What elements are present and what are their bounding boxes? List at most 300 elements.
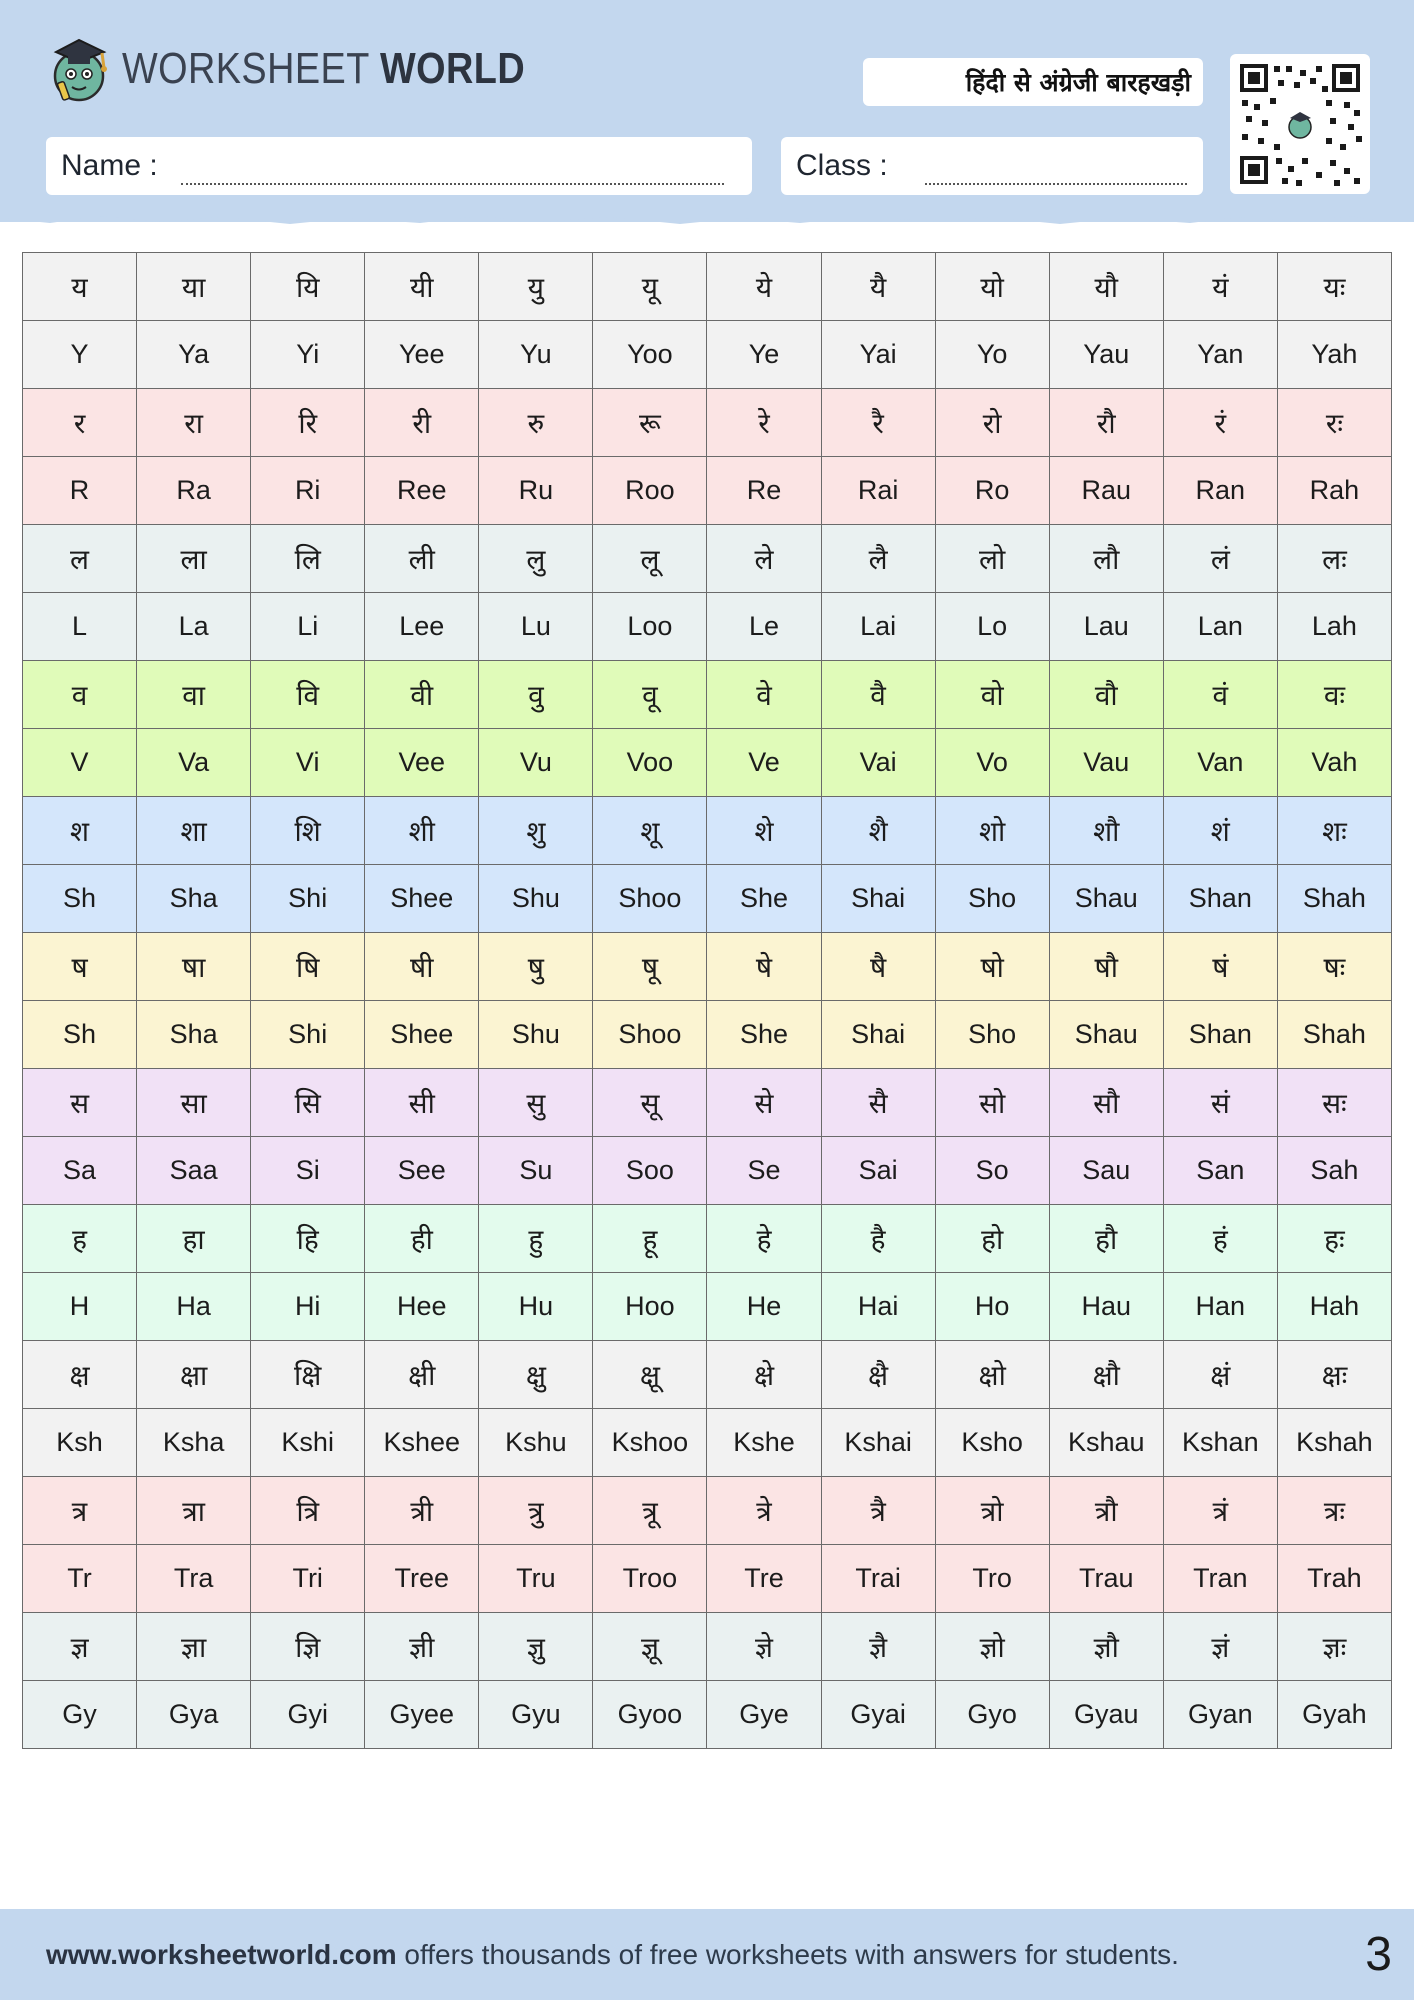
english-syllable-cell: Hah: [1277, 1273, 1391, 1341]
english-syllable-cell: Gyee: [365, 1681, 479, 1749]
english-syllable-cell: Soo: [593, 1137, 707, 1205]
english-syllable-cell: Ve: [707, 729, 821, 797]
english-syllable-cell: Yau: [1049, 321, 1163, 389]
hindi-syllable-cell: सः: [1277, 1069, 1391, 1137]
english-syllable-cell: Yo: [935, 321, 1049, 389]
hindi-syllable-cell: ह: [23, 1205, 137, 1273]
english-syllable-cell: Ye: [707, 321, 821, 389]
english-syllable-cell: Kshi: [251, 1409, 365, 1477]
hindi-syllable-cell: क्षौ: [1049, 1341, 1163, 1409]
english-syllable-cell: Kshe: [707, 1409, 821, 1477]
hindi-syllable-cell: शौ: [1049, 797, 1163, 865]
hindi-syllable-cell: हू: [593, 1205, 707, 1273]
hindi-syllable-cell: लु: [479, 525, 593, 593]
english-syllable-cell: Tru: [479, 1545, 593, 1613]
hindi-syllable-cell: यो: [935, 253, 1049, 321]
hindi-syllable-cell: हा: [137, 1205, 251, 1273]
hindi-syllable-cell: ले: [707, 525, 821, 593]
hindi-syllable-cell: ज्ञौ: [1049, 1613, 1163, 1681]
hindi-syllable-cell: हं: [1163, 1205, 1277, 1273]
hindi-syllable-row: [23, 1205, 1392, 1273]
hindi-syllable-cell: रु: [479, 389, 593, 457]
hindi-syllable-cell: ज्ञे: [707, 1613, 821, 1681]
qr-code[interactable]: [1230, 54, 1370, 194]
hindi-syllable-cell: शो: [935, 797, 1049, 865]
hindi-syllable-cell: ज्ञु: [479, 1613, 593, 1681]
hindi-syllable-cell: लि: [251, 525, 365, 593]
hindi-syllable-cell: सा: [137, 1069, 251, 1137]
hindi-syllable-cell: क्षः: [1277, 1341, 1391, 1409]
english-transliteration-row: [23, 1409, 1392, 1477]
hindi-syllable-cell: ज्ञी: [365, 1613, 479, 1681]
hindi-syllable-cell: क्षा: [137, 1341, 251, 1409]
hindi-syllable-cell: ज्ञ: [23, 1613, 137, 1681]
hindi-syllable-cell: शै: [821, 797, 935, 865]
english-syllable-cell: Sai: [821, 1137, 935, 1205]
english-syllable-cell: Yee: [365, 321, 479, 389]
hindi-syllable-cell: षं: [1163, 933, 1277, 1001]
english-syllable-cell: Rah: [1277, 457, 1391, 525]
mascot-icon: [46, 34, 112, 104]
hindi-syllable-row: [23, 253, 1392, 321]
hindi-syllable-cell: यौ: [1049, 253, 1163, 321]
english-syllable-cell: Tran: [1163, 1545, 1277, 1613]
torn-edge: [0, 205, 1414, 235]
english-syllable-cell: Lau: [1049, 593, 1163, 661]
english-syllable-cell: Shau: [1049, 1001, 1163, 1069]
english-syllable-cell: Shoo: [593, 1001, 707, 1069]
english-transliteration-row: [23, 1001, 1392, 1069]
hindi-syllable-row: [23, 1341, 1392, 1409]
hindi-syllable-cell: रौ: [1049, 389, 1163, 457]
hindi-syllable-cell: क्षि: [251, 1341, 365, 1409]
hindi-syllable-cell: रं: [1163, 389, 1277, 457]
english-syllable-cell: Gyai: [821, 1681, 935, 1749]
hindi-syllable-cell: रू: [593, 389, 707, 457]
hindi-syllable-cell: वः: [1277, 661, 1391, 729]
english-syllable-cell: Vai: [821, 729, 935, 797]
english-syllable-cell: Shai: [821, 865, 935, 933]
english-syllable-cell: Hee: [365, 1273, 479, 1341]
hindi-syllable-cell: त्रि: [251, 1477, 365, 1545]
english-syllable-cell: Shan: [1163, 865, 1277, 933]
hindi-syllable-cell: ली: [365, 525, 479, 593]
english-syllable-cell: Shoo: [593, 865, 707, 933]
hindi-syllable-cell: लू: [593, 525, 707, 593]
hindi-syllable-cell: क्षो: [935, 1341, 1049, 1409]
hindi-syllable-cell: त्रे: [707, 1477, 821, 1545]
english-syllable-cell: Ksho: [935, 1409, 1049, 1477]
hindi-syllable-cell: ज्ञा: [137, 1613, 251, 1681]
hindi-syllable-cell: यै: [821, 253, 935, 321]
hindi-syllable-cell: षा: [137, 933, 251, 1001]
hindi-syllable-cell: हे: [707, 1205, 821, 1273]
hindi-syllable-row: [23, 933, 1392, 1001]
english-syllable-cell: H: [23, 1273, 137, 1341]
hindi-syllable-cell: यि: [251, 253, 365, 321]
hindi-syllable-cell: या: [137, 253, 251, 321]
english-syllable-cell: Yah: [1277, 321, 1391, 389]
hindi-syllable-cell: स: [23, 1069, 137, 1137]
english-syllable-cell: Shi: [251, 865, 365, 933]
english-syllable-cell: Tri: [251, 1545, 365, 1613]
brand-name: WORKSHEET WORLD: [122, 44, 526, 93]
english-syllable-cell: Tra: [137, 1545, 251, 1613]
class-label: Class :: [796, 149, 888, 182]
english-syllable-cell: Ree: [365, 457, 479, 525]
english-syllable-cell: Ha: [137, 1273, 251, 1341]
english-syllable-cell: Se: [707, 1137, 821, 1205]
hindi-syllable-cell: लै: [821, 525, 935, 593]
hindi-syllable-cell: यं: [1163, 253, 1277, 321]
english-syllable-cell: Shu: [479, 1001, 593, 1069]
hindi-syllable-cell: त्रा: [137, 1477, 251, 1545]
hindi-syllable-row: [23, 1069, 1392, 1137]
hindi-syllable-cell: क्षू: [593, 1341, 707, 1409]
english-syllable-cell: Trai: [821, 1545, 935, 1613]
hindi-syllable-cell: शु: [479, 797, 593, 865]
hindi-syllable-cell: सो: [935, 1069, 1049, 1137]
english-syllable-cell: Sha: [137, 1001, 251, 1069]
english-syllable-cell: Gyah: [1277, 1681, 1391, 1749]
hindi-syllable-cell: त्रो: [935, 1477, 1049, 1545]
english-syllable-cell: Vi: [251, 729, 365, 797]
hindi-syllable-cell: त्रं: [1163, 1477, 1277, 1545]
english-syllable-cell: Vo: [935, 729, 1049, 797]
hindi-syllable-cell: रो: [935, 389, 1049, 457]
hindi-syllable-cell: षः: [1277, 933, 1391, 1001]
english-syllable-cell: Shu: [479, 865, 593, 933]
hindi-syllable-cell: क्षं: [1163, 1341, 1277, 1409]
english-syllable-cell: Shah: [1277, 1001, 1391, 1069]
hindi-syllable-cell: वौ: [1049, 661, 1163, 729]
english-syllable-cell: Hoo: [593, 1273, 707, 1341]
hindi-syllable-cell: क्षे: [707, 1341, 821, 1409]
english-syllable-cell: Yi: [251, 321, 365, 389]
english-syllable-cell: Tree: [365, 1545, 479, 1613]
hindi-syllable-cell: से: [707, 1069, 821, 1137]
hindi-syllable-cell: लो: [935, 525, 1049, 593]
english-syllable-cell: Re: [707, 457, 821, 525]
hindi-syllable-cell: त्रै: [821, 1477, 935, 1545]
english-syllable-cell: Gyi: [251, 1681, 365, 1749]
hindi-syllable-cell: ल: [23, 525, 137, 593]
footer-site-link[interactable]: www.worksheetworld.com: [46, 1939, 397, 1970]
english-syllable-cell: Gyo: [935, 1681, 1049, 1749]
name-field[interactable]: [46, 137, 752, 195]
english-syllable-cell: Su: [479, 1137, 593, 1205]
hindi-syllable-cell: ज्ञं: [1163, 1613, 1277, 1681]
hindi-syllable-cell: हि: [251, 1205, 365, 1273]
hindi-syllable-cell: षू: [593, 933, 707, 1001]
hindi-syllable-cell: षो: [935, 933, 1049, 1001]
qr-code-icon: [1230, 54, 1370, 194]
english-syllable-cell: Ri: [251, 457, 365, 525]
hindi-syllable-cell: षे: [707, 933, 821, 1001]
hindi-syllable-cell: ज्ञै: [821, 1613, 935, 1681]
hindi-syllable-cell: य: [23, 253, 137, 321]
hindi-syllable-cell: वु: [479, 661, 593, 729]
hindi-syllable-row: [23, 1613, 1392, 1681]
english-syllable-cell: Kshan: [1163, 1409, 1277, 1477]
hindi-syllable-cell: लं: [1163, 525, 1277, 593]
hindi-syllable-cell: ष: [23, 933, 137, 1001]
english-syllable-cell: Sh: [23, 865, 137, 933]
english-syllable-cell: Gyu: [479, 1681, 593, 1749]
hindi-syllable-cell: सै: [821, 1069, 935, 1137]
hindi-syllable-cell: क्ष: [23, 1341, 137, 1409]
hindi-syllable-row: [23, 1477, 1392, 1545]
hindi-syllable-cell: रै: [821, 389, 935, 457]
english-syllable-cell: Trah: [1277, 1545, 1391, 1613]
english-syllable-cell: Roo: [593, 457, 707, 525]
hindi-syllable-cell: षि: [251, 933, 365, 1001]
hindi-syllable-cell: वै: [821, 661, 935, 729]
footer-text: [46, 1909, 1179, 2000]
english-syllable-cell: Troo: [593, 1545, 707, 1613]
hindi-syllable-cell: सं: [1163, 1069, 1277, 1137]
hindi-syllable-cell: षी: [365, 933, 479, 1001]
hindi-syllable-cell: शं: [1163, 797, 1277, 865]
english-syllable-cell: She: [707, 865, 821, 933]
english-syllable-cell: Vu: [479, 729, 593, 797]
hindi-syllable-cell: है: [821, 1205, 935, 1273]
hindi-syllable-row: [23, 389, 1392, 457]
hindi-syllable-cell: रः: [1277, 389, 1391, 457]
barakhadi-table: [22, 252, 1392, 1749]
english-syllable-cell: Trau: [1049, 1545, 1163, 1613]
hindi-syllable-cell: यू: [593, 253, 707, 321]
english-syllable-cell: Tr: [23, 1545, 137, 1613]
english-syllable-cell: San: [1163, 1137, 1277, 1205]
hindi-syllable-cell: व: [23, 661, 137, 729]
english-syllable-cell: Hu: [479, 1273, 593, 1341]
hindi-syllable-row: [23, 525, 1392, 593]
page-number: 3: [1365, 1928, 1392, 1981]
english-syllable-cell: Lah: [1277, 593, 1391, 661]
hindi-syllable-cell: त्रौ: [1049, 1477, 1163, 1545]
hindi-syllable-cell: लः: [1277, 525, 1391, 593]
english-syllable-cell: Shan: [1163, 1001, 1277, 1069]
hindi-syllable-cell: शः: [1277, 797, 1391, 865]
english-syllable-cell: Yan: [1163, 321, 1277, 389]
english-syllable-cell: Shee: [365, 865, 479, 933]
english-syllable-cell: Gye: [707, 1681, 821, 1749]
hindi-syllable-cell: लौ: [1049, 525, 1163, 593]
english-syllable-cell: Yu: [479, 321, 593, 389]
hindi-syllable-cell: शि: [251, 797, 365, 865]
hindi-syllable-cell: शी: [365, 797, 479, 865]
hindi-syllable-cell: ज्ञि: [251, 1613, 365, 1681]
english-syllable-cell: Vau: [1049, 729, 1163, 797]
footer-band: [0, 1909, 1414, 2000]
hindi-syllable-cell: वा: [137, 661, 251, 729]
hindi-syllable-cell: ला: [137, 525, 251, 593]
english-syllable-cell: V: [23, 729, 137, 797]
english-syllable-cell: Sa: [23, 1137, 137, 1205]
english-syllable-cell: Yoo: [593, 321, 707, 389]
english-transliteration-row: [23, 593, 1392, 661]
english-syllable-cell: He: [707, 1273, 821, 1341]
hindi-syllable-cell: त्रः: [1277, 1477, 1391, 1545]
english-syllable-cell: Ru: [479, 457, 593, 525]
english-syllable-cell: Tre: [707, 1545, 821, 1613]
english-syllable-cell: Ran: [1163, 457, 1277, 525]
hindi-syllable-cell: क्षै: [821, 1341, 935, 1409]
english-syllable-cell: Y: [23, 321, 137, 389]
hindi-syllable-cell: हौ: [1049, 1205, 1163, 1273]
english-syllable-cell: Ksha: [137, 1409, 251, 1477]
hindi-syllable-cell: षौ: [1049, 933, 1163, 1001]
english-syllable-cell: Shau: [1049, 865, 1163, 933]
hindi-syllable-cell: शू: [593, 797, 707, 865]
hindi-syllable-cell: ज्ञो: [935, 1613, 1049, 1681]
english-syllable-cell: Sau: [1049, 1137, 1163, 1205]
english-syllable-cell: Ho: [935, 1273, 1049, 1341]
english-transliteration-row: [23, 1545, 1392, 1613]
english-transliteration-row: [23, 865, 1392, 933]
hindi-syllable-cell: त्री: [365, 1477, 479, 1545]
hindi-syllable-cell: रा: [137, 389, 251, 457]
hindi-syllable-cell: सौ: [1049, 1069, 1163, 1137]
hindi-syllable-cell: रि: [251, 389, 365, 457]
english-syllable-cell: Ya: [137, 321, 251, 389]
hindi-syllable-cell: ये: [707, 253, 821, 321]
hindi-syllable-cell: सू: [593, 1069, 707, 1137]
hindi-syllable-row: [23, 661, 1392, 729]
english-syllable-cell: Gyoo: [593, 1681, 707, 1749]
hindi-syllable-row: [23, 797, 1392, 865]
hindi-syllable-cell: षु: [479, 933, 593, 1001]
class-field[interactable]: [781, 137, 1203, 195]
english-syllable-cell: Lo: [935, 593, 1049, 661]
hindi-syllable-cell: यी: [365, 253, 479, 321]
english-syllable-cell: Sho: [935, 865, 1049, 933]
english-syllable-cell: Hai: [821, 1273, 935, 1341]
english-syllable-cell: See: [365, 1137, 479, 1205]
hindi-syllable-cell: वे: [707, 661, 821, 729]
english-transliteration-row: [23, 1681, 1392, 1749]
english-syllable-cell: La: [137, 593, 251, 661]
english-syllable-cell: Lee: [365, 593, 479, 661]
hindi-syllable-cell: हः: [1277, 1205, 1391, 1273]
english-syllable-cell: Shai: [821, 1001, 935, 1069]
header-band: [0, 0, 1414, 222]
english-syllable-cell: Yai: [821, 321, 935, 389]
english-syllable-cell: L: [23, 593, 137, 661]
hindi-syllable-cell: त्रू: [593, 1477, 707, 1545]
english-syllable-cell: Ksh: [23, 1409, 137, 1477]
english-syllable-cell: Lan: [1163, 593, 1277, 661]
english-syllable-cell: Rau: [1049, 457, 1163, 525]
english-syllable-cell: Van: [1163, 729, 1277, 797]
english-syllable-cell: Rai: [821, 457, 935, 525]
worksheet-title-text: हिंदी से अंग्रेजी बारहखड़ी: [965, 68, 1191, 97]
hindi-syllable-cell: श: [23, 797, 137, 865]
hindi-syllable-cell: सि: [251, 1069, 365, 1137]
english-syllable-cell: Lai: [821, 593, 935, 661]
hindi-syllable-cell: ज्ञः: [1277, 1613, 1391, 1681]
worksheet-title: [863, 58, 1203, 106]
hindi-syllable-cell: वि: [251, 661, 365, 729]
hindi-syllable-cell: सी: [365, 1069, 479, 1137]
english-transliteration-row: [23, 1137, 1392, 1205]
english-syllable-cell: Ro: [935, 457, 1049, 525]
english-syllable-cell: Sha: [137, 865, 251, 933]
english-syllable-cell: Shi: [251, 1001, 365, 1069]
english-syllable-cell: Sho: [935, 1001, 1049, 1069]
english-syllable-cell: R: [23, 457, 137, 525]
hindi-syllable-cell: वं: [1163, 661, 1277, 729]
footer-tagline: offers thousands of free worksheets with answers for students.: [396, 1939, 1179, 1970]
english-syllable-cell: Le: [707, 593, 821, 661]
hindi-syllable-cell: वी: [365, 661, 479, 729]
english-syllable-cell: Voo: [593, 729, 707, 797]
english-syllable-cell: Loo: [593, 593, 707, 661]
hindi-syllable-cell: वू: [593, 661, 707, 729]
english-syllable-cell: Kshau: [1049, 1409, 1163, 1477]
english-transliteration-row: [23, 321, 1392, 389]
english-syllable-cell: Gyau: [1049, 1681, 1163, 1749]
hindi-syllable-cell: सु: [479, 1069, 593, 1137]
hindi-syllable-cell: यः: [1277, 253, 1391, 321]
english-transliteration-row: [23, 1273, 1392, 1341]
english-syllable-cell: Va: [137, 729, 251, 797]
english-transliteration-row: [23, 457, 1392, 525]
hindi-syllable-cell: हु: [479, 1205, 593, 1273]
brand-logo[interactable]: [46, 30, 591, 108]
english-syllable-cell: Sah: [1277, 1137, 1391, 1205]
english-syllable-cell: Kshai: [821, 1409, 935, 1477]
hindi-syllable-cell: र: [23, 389, 137, 457]
english-syllable-cell: Saa: [137, 1137, 251, 1205]
hindi-syllable-cell: ही: [365, 1205, 479, 1273]
english-syllable-cell: Hau: [1049, 1273, 1163, 1341]
english-syllable-cell: Vah: [1277, 729, 1391, 797]
hindi-syllable-cell: क्षी: [365, 1341, 479, 1409]
english-syllable-cell: Gy: [23, 1681, 137, 1749]
hindi-syllable-cell: षै: [821, 933, 935, 1001]
hindi-syllable-cell: ज्ञू: [593, 1613, 707, 1681]
hindi-syllable-cell: त्र: [23, 1477, 137, 1545]
english-syllable-cell: Tro: [935, 1545, 1049, 1613]
english-syllable-cell: She: [707, 1001, 821, 1069]
english-syllable-cell: Gya: [137, 1681, 251, 1749]
hindi-syllable-cell: री: [365, 389, 479, 457]
english-syllable-cell: Ra: [137, 457, 251, 525]
hindi-syllable-cell: हो: [935, 1205, 1049, 1273]
hindi-syllable-cell: शा: [137, 797, 251, 865]
english-syllable-cell: Shee: [365, 1001, 479, 1069]
hindi-syllable-cell: यु: [479, 253, 593, 321]
hindi-syllable-cell: रे: [707, 389, 821, 457]
hindi-syllable-cell: त्रु: [479, 1477, 593, 1545]
english-syllable-cell: So: [935, 1137, 1049, 1205]
hindi-syllable-cell: वो: [935, 661, 1049, 729]
name-label: Name :: [61, 149, 158, 182]
english-syllable-cell: Kshah: [1277, 1409, 1391, 1477]
english-transliteration-row: [23, 729, 1392, 797]
english-syllable-cell: Kshee: [365, 1409, 479, 1477]
english-syllable-cell: Kshoo: [593, 1409, 707, 1477]
hindi-syllable-cell: शे: [707, 797, 821, 865]
class-writing-line[interactable]: [925, 183, 1187, 185]
english-syllable-cell: Kshu: [479, 1409, 593, 1477]
english-syllable-cell: Hi: [251, 1273, 365, 1341]
english-syllable-cell: Vee: [365, 729, 479, 797]
english-syllable-cell: Lu: [479, 593, 593, 661]
name-writing-line[interactable]: [181, 183, 724, 185]
